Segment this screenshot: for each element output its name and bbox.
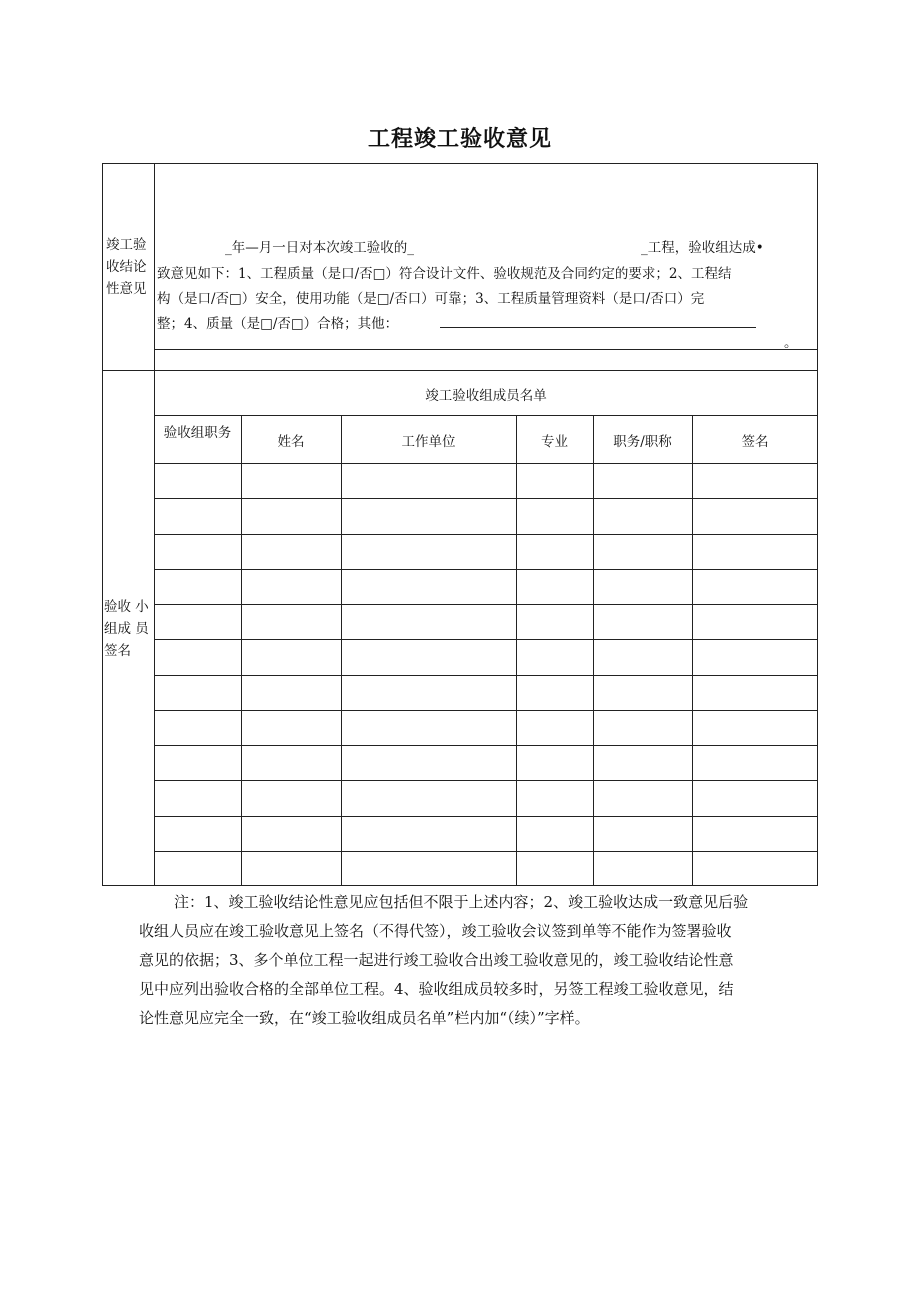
column-header-signature: 签名 bbox=[741, 434, 769, 450]
members-section-title: 竣工验收组成员名单 bbox=[425, 388, 547, 404]
conclusion-project-text: _工程，验收组达成• bbox=[641, 240, 764, 256]
conclusion-label-line: 性意见 bbox=[106, 281, 147, 297]
conclusion-line-4 bbox=[157, 311, 398, 337]
footnote-line: 注：1、竣工验收结论性意见应包括但不限于上述内容；2、竣工验收达成一致意见后验 bbox=[174, 893, 749, 911]
section-divider bbox=[102, 370, 818, 371]
conclusion-other-label: 整；4、质量（是□/否□）合格；其他： bbox=[157, 316, 399, 332]
table-row bbox=[154, 534, 818, 569]
conclusion-label bbox=[106, 234, 154, 300]
column-header-specialty: 专业 bbox=[541, 434, 568, 450]
table-row bbox=[154, 569, 818, 604]
table-row bbox=[154, 604, 818, 639]
table-row bbox=[154, 816, 818, 851]
members-label-line: 验收 小 bbox=[104, 599, 149, 615]
footnote-line: 收组人员应在竣工验收意见上签名（不得代签），竣工验收会议签到单等不能作为签署验收 bbox=[139, 922, 732, 940]
table-row bbox=[154, 745, 818, 780]
conclusion-end-mark: 。 bbox=[784, 335, 798, 351]
conclusion-label-line: 竣工验 bbox=[106, 237, 147, 253]
members-title-divider bbox=[154, 415, 818, 416]
conclusion-inner-line bbox=[154, 349, 818, 350]
footnote-line: 见中应列出验收合格的全部单位工程。4、验收组成员较多时，另签工程竣工验收意见，结 bbox=[139, 980, 734, 998]
members-label bbox=[104, 596, 154, 662]
other-blank-underline bbox=[440, 313, 756, 328]
table-row bbox=[154, 780, 818, 815]
conclusion-label-line: 收结论 bbox=[106, 259, 147, 275]
conclusion-line-1 bbox=[225, 235, 414, 261]
conclusion-line-1-end bbox=[641, 235, 764, 261]
column-header-name: 姓名 bbox=[277, 434, 305, 450]
column-header-role: 验收组职务 bbox=[163, 425, 232, 441]
table-row bbox=[154, 463, 818, 498]
table-row bbox=[154, 710, 818, 745]
footnote-line: 论性意见应完全一致，在“竣工验收组成员名单”栏内加“（续）”字样。 bbox=[139, 1009, 590, 1027]
table-row bbox=[154, 675, 818, 710]
table-row bbox=[154, 639, 818, 674]
conclusion-date-text: _年—月一日对本次竣工验收的_ bbox=[225, 240, 414, 256]
table-row bbox=[154, 851, 818, 886]
conclusion-line-2: 致意见如下：1、工程质量（是口/否□）符合设计文件、验收规范及合同约定的要求；2、工程结 bbox=[157, 266, 732, 282]
column-header-title: 职务/职称 bbox=[613, 434, 672, 450]
footnote-line: 意见的依据；3、多个单位工程一起进行竣工验收合出竣工验收意见的，竣工验收结论性意 bbox=[139, 951, 734, 969]
column-header-work-unit: 工作单位 bbox=[401, 434, 456, 450]
members-label-line: 组成 员 bbox=[104, 621, 149, 637]
members-label-line: 签名 bbox=[104, 643, 131, 659]
page-title: 工程竣工验收意见 bbox=[367, 127, 552, 152]
footnote bbox=[139, 888, 819, 1033]
table-row bbox=[154, 498, 818, 533]
conclusion-line-3: 构（是口/否□）安全，使用功能（是□/否口）可靠；3、工程质量管理资料（是口/否口）完 bbox=[157, 291, 705, 307]
